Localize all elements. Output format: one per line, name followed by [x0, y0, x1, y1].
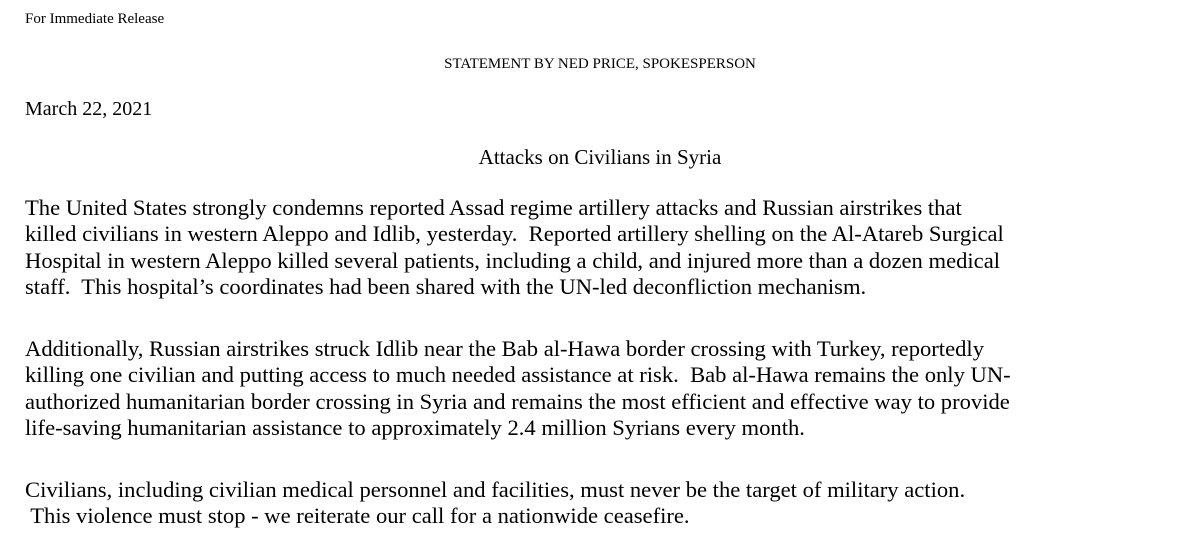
release-label: For Immediate Release	[25, 11, 165, 27]
paragraph-line: Civilians, including civilian medical personnel and facilities, must never be the target of military action.	[25, 477, 966, 502]
paragraph-line: killed civilians in western Aleppo and Idlib, yesterday. Reported artillery shelling on the Al-Atareb Surgical	[25, 221, 1004, 247]
paragraph-line: staff. This hospital’s coordinates had been shared with the UN-led deconfliction mechanism.	[25, 273, 867, 299]
paragraph-line: This violence must stop - we reiterate our call for a nationwide ceasefire.	[25, 503, 690, 529]
paragraph-line: Additionally, Russian airstrikes struck Idlib near the Bab al-Hawa border crossing with Turkey, reportedly	[25, 336, 984, 361]
statement-header: STATEMENT BY NED PRICE, SPOKESPERSON	[444, 56, 756, 72]
paragraph-line: killing one civilian and putting access to much needed assistance at risk. Bab al-Hawa remains the only UN-	[25, 362, 1011, 388]
paragraph-line: life-saving humanitarian assistance to approximately 2.4 million Syrians every month.	[25, 414, 805, 440]
paragraph-2	[25, 336, 1185, 441]
paragraph-line: The United States strongly condemns reported Assad regime artillery attacks and Russian airstrikes that	[25, 195, 962, 220]
paragraph-line: authorized humanitarian border crossing in Syria and remains the most efficient and effective way to provide	[25, 388, 1010, 414]
paragraph-3	[25, 477, 1185, 530]
paragraph-line: Hospital in western Aleppo killed several patients, including a child, and injured more than a dozen medical	[25, 247, 1001, 273]
statement-title: Attacks on Civilians in Syria	[478, 145, 722, 169]
paragraph-1	[25, 195, 1185, 300]
statement-date: March 22, 2021	[25, 98, 153, 120]
